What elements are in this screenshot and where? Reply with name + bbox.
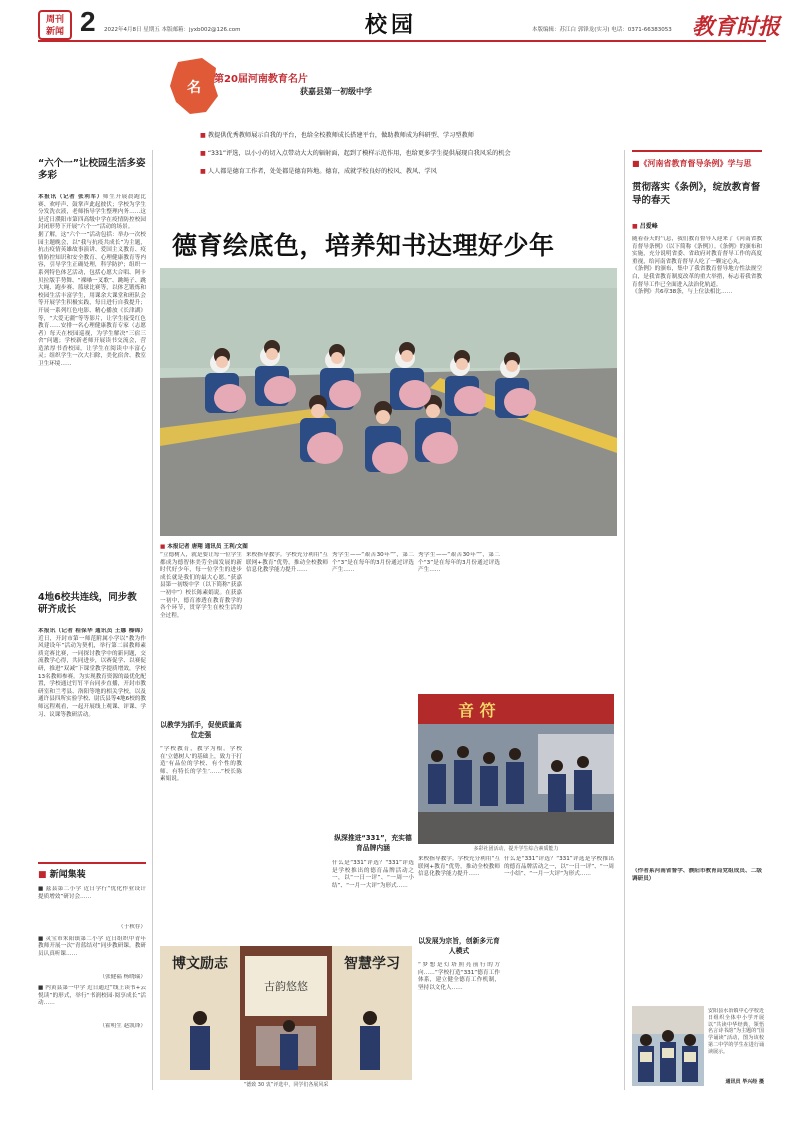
page-number: 2 (80, 6, 96, 37)
svg-text:名: 名 (187, 80, 201, 96)
series-tag: 第20届河南教育名片 (214, 74, 308, 85)
feature-bullet-1: ■ 教提供优秀教师展示自我的平台，也给全校教师成长搭建平台，做助教师成为科研型、学习型教师 (200, 132, 474, 139)
bullet-icon: ■ (38, 870, 47, 880)
main-photo-students-with-flowers (160, 268, 617, 536)
left-column-divider (152, 150, 153, 1090)
svg-text:智慧学习: 智慧学习 (344, 956, 400, 972)
article-col-3: 秀学生——“艰苦30年””，第二个“3”是在每年的3月份通过评选产生…… (332, 552, 414, 574)
left-story2-body: 本报讯（记者 程保华 通讯员 王娜 榛锦）近日，开封市第一师范附属小学以“教为作风建设年”活动为契机，举行第二届教师素质竞赛比赛，一同探讨教学中的新问题，交流教学心得，共同进步，以赛促学、以赛促研，推进“双减”下课堂教学提质增效，学校13名教师参赛。为实现教育资源的最优化配置，学校通过钉钉平台同步直播，开封市教研室和兰考县、洛阳等地的相关学校，以及通许县四所实验学校、尉氏县等4地6校的教师远程观看，一起开展线上观课、评课、学习、议课等教研活动。 (38, 628, 146, 718)
article-col-4: 秀学生——“艰苦30年””，第二个“3”是在每年的3月份通过评选产生…… (418, 552, 500, 574)
masthead (0, 0, 800, 50)
news-item-3-signature: （霍明生 赵凯锋） (99, 1023, 146, 1030)
section-name: 校园 (365, 12, 418, 38)
henan-map-emblem (168, 56, 220, 116)
opinion-body: 随着春天的气息，我们教育督导人迎来了《河南省教育督导条例》（以下简称《条例》）。《条例》的颁布和实施，充分说明省委、省政府对教育督导工作的高度重视，给河南省教育督导人吃了一颗定心丸。 《条例》的颁布，集中了我省教育督导地方性法规空白，是我省教育制度改革的重大举措，标志着我省教育督导工作已全面进入法治化轨道。 《条例》共6章38条，与上位法相比…… (632, 236, 762, 296)
article-col-2: 来校指导教学。学校充分利用“互联网+教育”优势，推动全校教师信息化教学能力提升…… (246, 552, 328, 574)
photo-recitation (632, 1006, 704, 1086)
school-name: 获嘉县第一初级中学 (300, 87, 372, 96)
news-item-3: ■ 内黄县第一中学 近日通过“线上读书+云悦读”的形式，举行“书润校园·阅享成长”活动…… (38, 985, 146, 1007)
feature-bullets (200, 130, 610, 178)
brand-left-logo: 周刊 新闻 (38, 10, 72, 40)
left-story1-body: 本报讯（记者 张利军）师生开展晨跑比赛、欢呼声、鼓掌声此起彼伏；学校为学生分发洗衣液，老师指导学生整理内务……这是近日濮阳市第四高级中学在疫情防控校园封闭形势下开展“六个一”活动的场景。 据了解，这“六个一”活动包括：举办一次校园主题晚会，以“我与抗疫共成长”为主题，抗击疫情英雄故事演讲、爱国主义教育、疫情防控知识和安全教育、心理健康教育等内容，引导学生正确处理，科学防护；组织一系列特色体艺活动，包括心愿大合唱、阿卡贝拉版手势舞、“裸嗓一叉歌”、跳绳子、跳大绳、跑步赛、篮球比赛等，以体艺锻炼和校园生活丰富学生，用课余大课堂和班队会等开展学生积极实践，每日进行自我提升；开展一系列红色电影、精心播放《长津湖》等，“大爱无疆”等等影片，让学生接受红色教育……安排一名心理健康教育专家（志愿者）每天在校园巡视，为学生解决“三宿三舍”问题；学校新老师开展读书交流会，营造浓厚书香校园，让学生在阅读中丰富心灵；组织学生一次大扫除，美化宿舍、教室卫生环境…… (38, 194, 146, 368)
photo-school-hall (160, 946, 412, 1080)
opinion-author: ■ 吕爱峰 (632, 223, 658, 230)
caption-music-club: 多彩社团活动，提升学生综合素质能力 (473, 846, 559, 852)
article-col-5: 什么是“331”评选？“331”评选是学校推出的德育品牌活动之一，以“一日一评”、“一周一小结”、“一月一大评”为形式…… (504, 856, 614, 878)
article-col-4c: 来校指导教学。学校充分利用“互联网+教育”优势，推动全校教师信息化教学能力提升…… (418, 856, 500, 878)
left-column (38, 146, 146, 1096)
feature-headline: 德育绘底色，培养知书达理好少年 (172, 231, 555, 260)
hall-board-text: 古韵悠悠 (264, 980, 308, 993)
opinion-title: 贯彻落实《条例》，绽放教育督导的春天 (632, 182, 761, 206)
feature-bullet-3: ■ 人人都是德育工作者，处处都是德育阵地。德育，成就学校良好的校风、教风、学风 (200, 168, 437, 175)
caption-recitation: 安阳县水冶镇中心学校近日组织全体中小学开展以“共读中华经典，领悟名言诗书韵”为主题的“国学诵读”活动，图为该校第二中学的学生在进行诵读展示。 (708, 1008, 764, 1055)
article-byline: ■ 本报记者 唐翔 通讯员 王利/文图 (160, 544, 248, 550)
news-item-2-signature: （张健福 杨晓瑞） (99, 973, 146, 980)
article-col-4b: “梦想是灯塔照亮前行的方向……”学校打造“331”德育工作体系，建立健全德育工作机制，坚持以文化人…… (418, 962, 500, 991)
article-col-3b: 什么是“331”评选？“331”评选是学校推出的德育品牌活动之一，以“一日一评”、“一周一小结”、“一月一大评”为形式…… (332, 860, 414, 889)
svg-text:音 符: 音 符 (458, 701, 496, 720)
subheading-331: 纵深推进“331”，充实德育品牌内涵 (334, 834, 412, 852)
left-story2-title: 4地6校共连线，同步教研齐成长 (38, 592, 137, 615)
left-story1-title: “六个一”让校园生活多姿多彩 (38, 158, 146, 181)
paper-logo: 教育时报 (692, 14, 781, 40)
caption-school-hall: “德致 30 衷”评选中，同学们各展风采 (243, 1082, 329, 1088)
news-roundup-header: ■ 新闻集装 (38, 862, 146, 880)
news-item-2: ■ 灵宝市朱阳镇第二小学 近日组织中青年教师开展一次“青蓝结对”同步教研课。教研员认真听课…… (38, 935, 146, 957)
subheading-teaching: 以教学为抓手，促使质量高位走强 (160, 721, 242, 739)
feature-bullet-2: ■ “331”评选，以小小的切入点带动大大的辐射面，起到了模样示范作用，也给更多学生提供展现自我风采的机会 (200, 150, 511, 157)
news-item-1-signature: （于秋存） (118, 924, 146, 930)
date-line: 2022年4月8日 星期五 本版邮箱：jyxb002@126.com (104, 27, 241, 33)
article-col-1: “立德树人，就是要让每一位学生都成为德智体美劳全面发展的新时代好少年，每一位学生的进步成长就是我们的最大心愿。”获嘉县第一初级中学（以下简称“获嘉一初中”）校长陈素娟说。在获嘉一初中，德育渗透在教育教学的各个环节，贯穿学生在校生活的全过程。 以教学为抓手，促使质量高位走强 “学校教育，教学为根。学校在‘立德树人’的基础上，致力于打造‘有品位的学校、有个性的教师、有特长的学生’……”校长陈素娟说。 (160, 552, 242, 783)
subheading-innovation: 以发展为宗旨，创新多元育人模式 (418, 937, 500, 955)
svg-text:博文励志: 博文励志 (172, 956, 228, 972)
opinion-signature: （作者系河南省督学、濮阳市教育局党组成员、二级调研员） (632, 868, 762, 882)
masthead-rule (38, 40, 766, 42)
right-column (632, 150, 762, 884)
caption-recitation-credit: 通讯员 毕兴经 摄 (725, 1079, 764, 1085)
right-column-divider (624, 150, 625, 1090)
editors-line: 本版编辑：苏江白 郭锋龙(实习) 电话：0371-66383053 (532, 27, 672, 33)
opinion-rubric: ■《河南省教育督导条例》学与思 (632, 150, 762, 169)
news-item-1: ■ 兹县第二小学 近日学行“优化作业设计 提质增效”研讨会…… (38, 886, 146, 900)
photo-music-club (418, 694, 614, 844)
